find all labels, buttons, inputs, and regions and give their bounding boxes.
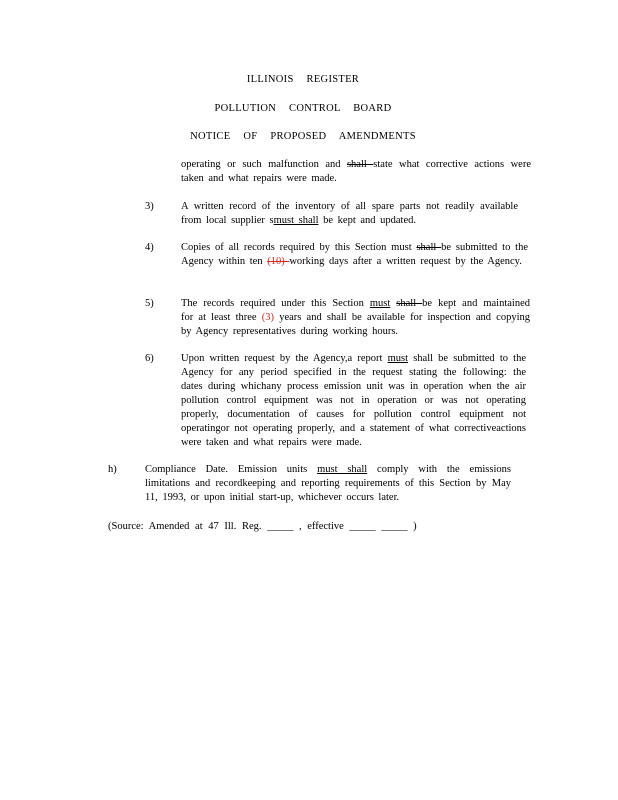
item-h-paragraph <box>145 463 511 505</box>
text-run: be submitted to the Agency within ten <box>181 242 528 267</box>
source-line: (Source: Amended at 47 Ill. Reg. _____ , effective _____ _____ ) <box>108 521 417 532</box>
text-run: comply with the emissions limitations and recordkeeping and reporting requirements of this Section by May 11, 1993, or upon initial start-up, whichever occurs later. <box>145 464 511 503</box>
item-3-paragraph <box>181 200 518 228</box>
item-number-3: 3) <box>145 201 154 212</box>
continuation-paragraph <box>181 158 531 186</box>
item-letter-h: h) <box>108 464 117 475</box>
header-board: POLLUTION CONTROL BOARD <box>214 103 392 114</box>
red-text: (3) <box>261 312 275 323</box>
header-notice: NOTICE OF PROPOSED AMENDMENTS <box>190 131 416 142</box>
text-run: Upon written request by the Agency,a report <box>181 353 388 364</box>
item-number-5: 5) <box>145 298 154 309</box>
underlined-text: must <box>387 353 409 364</box>
text-run: Compliance Date. Emission units <box>145 464 318 475</box>
item-5-paragraph <box>181 297 530 339</box>
underlined-text: must <box>369 298 391 309</box>
text-run: be kept and maintained for at least three <box>181 298 530 323</box>
text-run: The records required under this Section <box>181 298 370 309</box>
text-run: state what corrective actions were taken and what repairs were made. <box>181 159 531 184</box>
item-4-paragraph <box>181 241 528 269</box>
struck-text: shall <box>346 159 374 170</box>
text-run: years and shall be available for inspection and copying by Agency representatives during working hours. <box>181 312 531 337</box>
item-number-4: 4) <box>145 242 154 253</box>
struck-text: shall <box>396 298 423 309</box>
text-run: Copies of all records required by this Section must <box>181 242 417 253</box>
item-6-paragraph <box>181 352 526 450</box>
struck-text: shall <box>416 242 442 253</box>
text-run: be kept and updated. <box>318 215 417 226</box>
text-run: shall be submitted to the Agency for any period specified in the request stating the following: the dates during whichany process emission unit was in operation when the air pollution control equipment was not in operation or was not operating properly, documentation of causes for pollution control equipment not operatingor not operating properly, and a statement of what correctiveactions were taken and what repairs were made. <box>181 353 526 448</box>
red-struck-text: (10) <box>267 256 290 267</box>
text-run: operating or such malfunction and <box>181 159 347 170</box>
text-run: A written record of the inventory of all spare parts not readily available from local supplier s <box>181 201 518 226</box>
underlined-text: must shall <box>273 215 319 226</box>
header-register: ILLINOIS REGISTER <box>246 74 360 85</box>
text-run: working days after a written request by the Agency. <box>289 256 522 267</box>
underlined-text: must shall <box>317 464 368 475</box>
item-number-6: 6) <box>145 353 154 364</box>
